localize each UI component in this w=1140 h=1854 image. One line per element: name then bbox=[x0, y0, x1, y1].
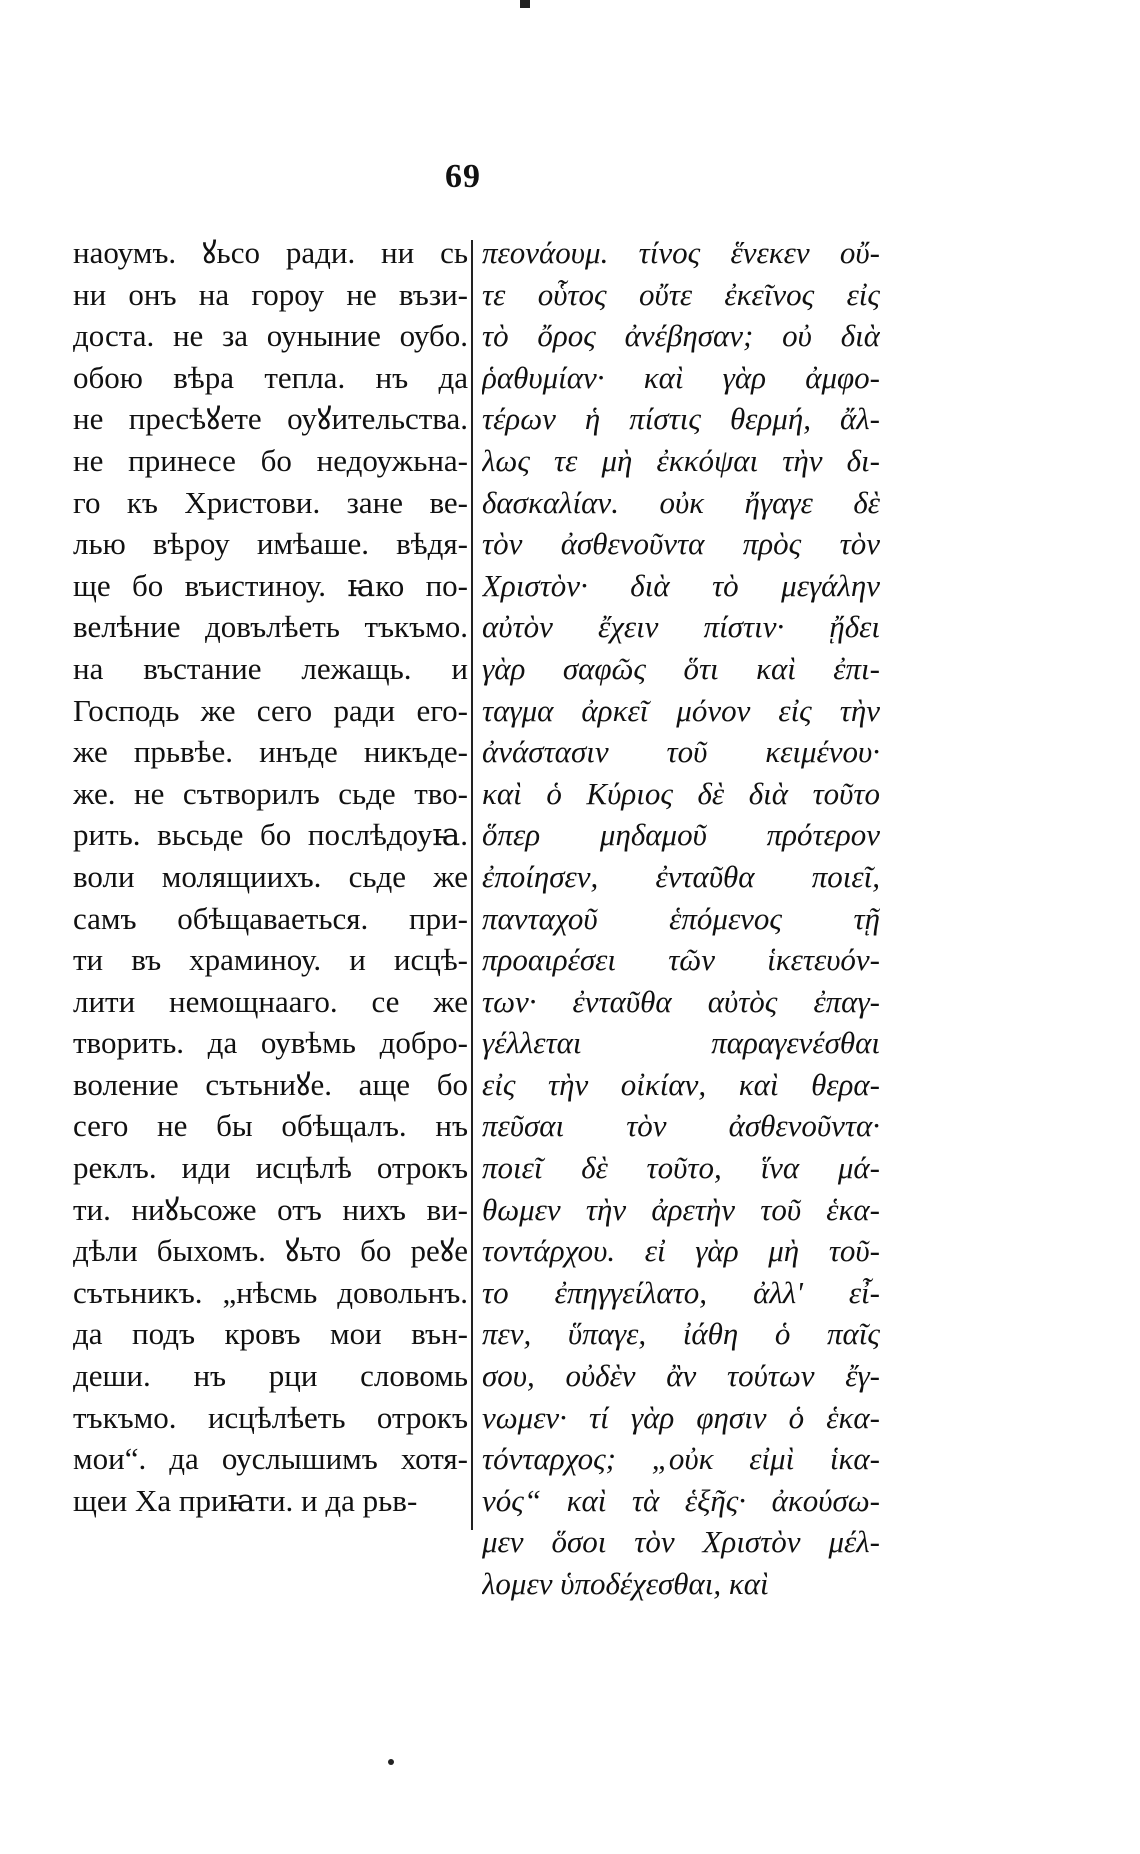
slavonic-text-line: деши. нъ рци словомь bbox=[73, 1358, 468, 1394]
slavonic-text-line: не принесе бо недоужьна- bbox=[73, 442, 468, 478]
greek-text-line: τέρων ἡ πίστις θερμή, ἄλ- bbox=[482, 401, 880, 437]
greek-text-line: τε οὗτος οὔτε ἐκεῖνος εἰς bbox=[482, 276, 880, 312]
slavonic-text-line: мои“. да оуслышимъ хотя- bbox=[73, 1441, 468, 1477]
greek-text-line: ταγμα ἀρκεῖ μόνον εἰς τὴν bbox=[482, 692, 880, 728]
slavonic-text-line: не пресѣꙋете оуꙋительства. bbox=[73, 401, 468, 437]
greek-text-line: τὸ ὄρος ἀνέβησαν; οὐ διὰ bbox=[482, 318, 880, 354]
greek-text-line: τοντάρχου. εἰ γὰρ μὴ τοῦ- bbox=[482, 1233, 880, 1269]
greek-text-line: ἐποίησεν, ἐνταῦθα ποιεῖ, bbox=[482, 858, 880, 894]
slavonic-text-line: сътьникъ. „нѣсмь довольнъ. bbox=[73, 1274, 468, 1310]
greek-text-line: δασκαλίαν. οὐκ ἤγαγε δὲ bbox=[482, 484, 880, 520]
right-column-greek bbox=[482, 232, 880, 1605]
slavonic-text-line: ни онъ на гороу не възи- bbox=[73, 276, 468, 312]
greek-text-line: τόνταρχος; „οὐκ εἰμὶ ἱκα- bbox=[482, 1441, 880, 1477]
slavonic-text-line: ти въ храминоу. и исцѣ- bbox=[73, 942, 468, 978]
greek-text-line: προαιρέσει τῶν ἱκετευόν- bbox=[482, 942, 880, 978]
greek-text-line: γέλλεται παραγενέσθαι bbox=[482, 1025, 880, 1061]
greek-text-line: πεν, ὕπαγε, ἰάθη ὁ παῖς bbox=[482, 1316, 880, 1352]
slavonic-text-line: ти. ниꙋьсоже отъ нихъ ви- bbox=[73, 1191, 468, 1227]
greek-text-line: εἰς τὴν οἰκίαν, καὶ θερα- bbox=[482, 1066, 880, 1102]
page-number: 69 bbox=[445, 158, 481, 195]
slavonic-text-line: на въстание лежащь. и bbox=[73, 650, 468, 686]
greek-text-line: Χριστὸν· διὰ τὸ μεγάλην bbox=[482, 567, 880, 603]
greek-text-line: το ἐπηγγείλατο, ἀλλ' εἶ- bbox=[482, 1274, 880, 1310]
slavonic-text-line: доста. не за оуныние оубо. bbox=[73, 318, 468, 354]
slavonic-text-line: наоумъ. ꙋьсо ради. ни сь bbox=[73, 235, 468, 270]
greek-text-line: ῥαθυμίαν· καὶ γὰρ ἀμφο- bbox=[482, 359, 880, 395]
greek-text-line: πεονάουμ. τίνος ἕνεκεν οὔ- bbox=[482, 235, 880, 270]
greek-text-line: πανταχοῦ ἑπόμενος τῇ bbox=[482, 900, 880, 936]
slavonic-text-line: щеи Ха приꙗти. и да рьв- bbox=[73, 1482, 418, 1518]
greek-text-line: νός“ καὶ τὰ ἑξῆς· ἀκούσω- bbox=[482, 1482, 880, 1518]
greek-text-line: των· ἐνταῦθα αὐτὸς ἐπαγ- bbox=[482, 983, 880, 1019]
greek-text-line: ἀνάστασιν τοῦ κειμένου· bbox=[482, 734, 880, 770]
greek-text-line: νωμεν· τί γὰρ φησιν ὁ ἑκα- bbox=[482, 1399, 880, 1435]
slavonic-text-line: воли молящиихъ. сьде же bbox=[73, 858, 468, 894]
slavonic-text-line: же прьвѣе. инъде никъде- bbox=[73, 734, 468, 770]
slavonic-text-line: самъ обѣщаваеться. при- bbox=[73, 900, 468, 936]
greek-text-line: σου, οὐδὲν ἂν τούτων ἔγ- bbox=[482, 1358, 880, 1394]
greek-text-line: μεν ὅσοι τὸν Χριστὸν μέλ- bbox=[482, 1524, 880, 1560]
slavonic-text-line: да подъ кровъ мои вън- bbox=[73, 1316, 468, 1352]
slavonic-text-line: же. не сътворилъ сьде тво- bbox=[73, 775, 468, 811]
slavonic-text-line: ще бо въистиноу. ꙗко по- bbox=[73, 567, 468, 603]
greek-text-line: πεῦσαι τὸν ἀσθενοῦντα· bbox=[482, 1108, 880, 1144]
slavonic-text-line: лити немощнааго. се же bbox=[73, 983, 468, 1019]
column-divider bbox=[471, 240, 473, 1530]
slavonic-text-line: обою вѣра тепла. нъ да bbox=[73, 359, 468, 395]
slavonic-text-line: велѣние довълѣеть тъкъмо. bbox=[73, 609, 468, 645]
slavonic-text-line: го къ Христови. зане ве- bbox=[73, 484, 468, 520]
greek-text-line: λομεν ὑποδέχεσθαι, καὶ bbox=[482, 1566, 769, 1601]
slavonic-text-line: тъкъмо. исцѣлѣеть отрокъ bbox=[73, 1399, 468, 1435]
slavonic-text-line: дѣли быхомъ. ꙋьто бо реꙋе bbox=[73, 1233, 468, 1269]
greek-text-line: αὐτὸν ἔχειν πίστιν· ᾔδει bbox=[482, 609, 880, 645]
greek-text-line: καὶ ὁ Κύριος δὲ διὰ τοῦτο bbox=[482, 775, 880, 811]
slavonic-text-line: лью вѣроу имѣаше. вѣдя- bbox=[73, 526, 468, 562]
slavonic-text-line: рить. вьсьде бо послѣдоуꙗ. bbox=[73, 817, 468, 853]
greek-text-line: γὰρ σαφῶς ὅτι καὶ ἐπι- bbox=[482, 650, 880, 686]
greek-text-line: ὅπερ μηδαμοῦ πρότερον bbox=[482, 817, 880, 853]
top-ink-mark bbox=[520, 0, 530, 8]
greek-text-line: τὸν ἀσθενοῦντα πρὸς τὸν bbox=[482, 526, 880, 562]
slavonic-text-line: сего не бы обѣщалъ. нъ bbox=[73, 1108, 468, 1144]
ink-dot bbox=[388, 1759, 394, 1765]
greek-text-line: λως τε μὴ ἐκκόψαι τὴν δι- bbox=[482, 442, 880, 478]
slavonic-text-line: творить. да оувѣмь добро- bbox=[73, 1025, 468, 1061]
left-column-slavonic bbox=[73, 232, 468, 1521]
slavonic-text-line: воление сътьниꙋе. аще бо bbox=[73, 1066, 468, 1102]
greek-text-line: θωμεν τὴν ἀρετὴν τοῦ ἑκα- bbox=[482, 1191, 880, 1227]
slavonic-text-line: Господь же сего ради его- bbox=[73, 692, 468, 728]
greek-text-line: ποιεῖ δὲ τοῦτο, ἵνα μά- bbox=[482, 1150, 880, 1186]
slavonic-text-line: реклъ. иди исцѣлѣ отрокъ bbox=[73, 1150, 468, 1186]
